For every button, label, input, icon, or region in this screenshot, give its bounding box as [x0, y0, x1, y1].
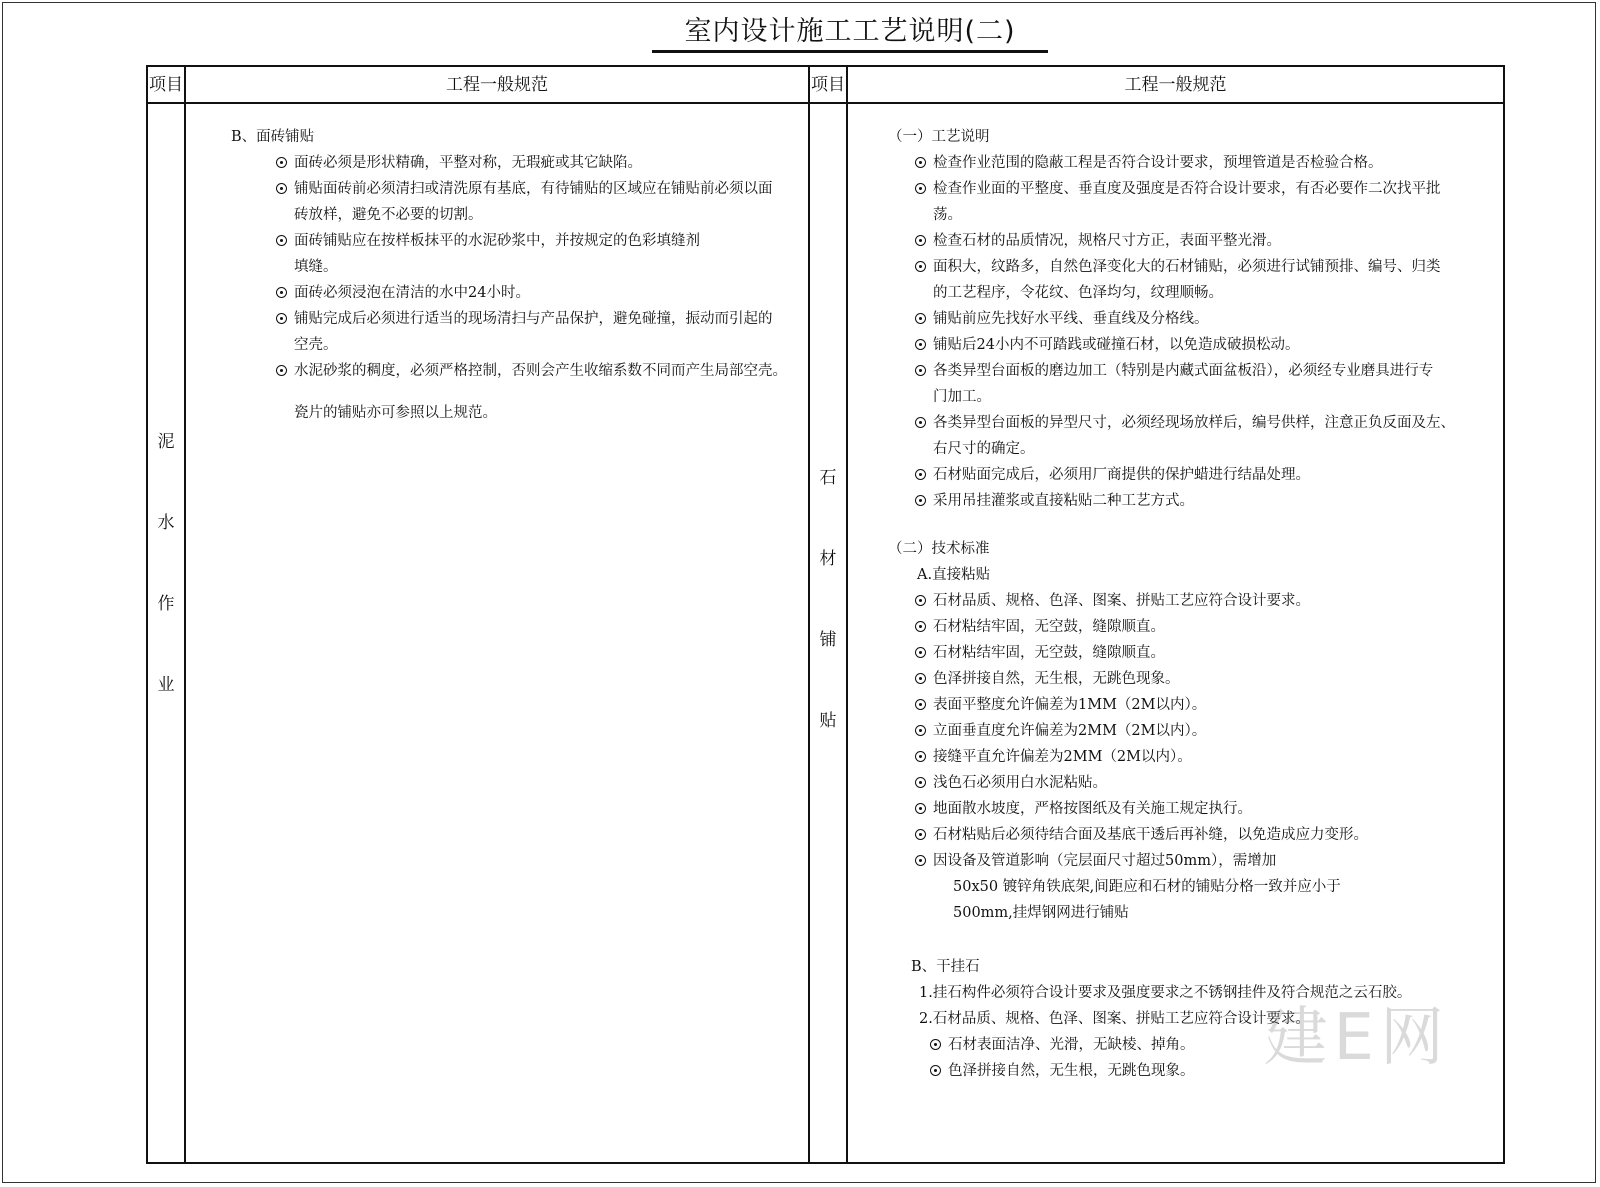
list-item: 表面平整度允许偏差为1MM（2M以内）。 — [888, 692, 1498, 718]
list-item: 采用吊挂灌浆或直接粘贴二种工艺方式。 — [888, 488, 1498, 514]
header-item-left: 项目 — [149, 75, 183, 95]
list-item-continuation: 荡。 — [933, 207, 962, 223]
header-item-right: 项目 — [811, 75, 845, 95]
bullet-icon — [915, 469, 926, 480]
category-char: 作 — [157, 594, 175, 614]
header-spec-left: 工程一般规范 — [446, 75, 548, 95]
bullet-icon — [915, 417, 926, 428]
right-content — [888, 124, 1498, 1084]
bullet-icon — [915, 829, 926, 840]
bullet-icon — [915, 595, 926, 606]
left-item-list — [231, 150, 791, 384]
category-char: 水 — [157, 513, 175, 533]
bullet-icon — [276, 183, 287, 194]
divider-left-item — [184, 67, 186, 1162]
list-item: 地面散水坡度，严格按图纸及有关施工规定执行。 — [888, 796, 1498, 822]
list-item: 检查作业范围的隐蔽工程是否符合设计要求，预埋管道是否检验合格。 — [888, 150, 1498, 176]
category-char: 泥 — [157, 432, 175, 452]
section1-item-list — [888, 150, 1498, 514]
sub-b-title: B、干挂石 — [911, 959, 980, 975]
list-item: 检查作业面的平整度、垂直度及强度是否符合设计要求，有否必要作二次找平批 — [888, 176, 1498, 202]
list-item-continuation: 砖放样，避免不必要的切割。 — [294, 207, 483, 223]
watermark-logo: 建E网 — [1263, 1001, 1450, 1075]
bullet-icon — [276, 157, 287, 168]
bullet-icon — [915, 157, 926, 168]
list-item: 因设备及管道影响（完层面尺寸超过50mm），需增加 — [888, 848, 1498, 874]
category-char: 业 — [157, 675, 175, 695]
sub-b-line-2: 2.石材品质、规格、色泽、图案、拼贴工艺应符合设计要求。 — [919, 1011, 1310, 1027]
list-item: 水泥砂浆的稠度，必须严格控制，否则会产生收缩系数不同而产生局部空壳。 — [231, 358, 791, 384]
section1-title: （一）工艺说明 — [888, 129, 990, 145]
category-label-right — [810, 463, 846, 787]
page-title: 室内设计施工工艺说明(二) — [684, 16, 1016, 47]
bullet-icon — [930, 1065, 941, 1076]
list-item-continuation: 500mm,挂焊钢网进行铺贴 — [953, 905, 1129, 921]
bullet-icon — [915, 673, 926, 684]
sub-b-line-1: 1.挂石构件必须符合设计要求及强度要求之不锈钢挂件及符合规范之云石胶。 — [919, 985, 1412, 1001]
bullet-icon — [276, 313, 287, 324]
bullet-icon — [915, 803, 926, 814]
category-char: 石 — [819, 468, 837, 488]
bullet-icon — [915, 647, 926, 658]
list-item: 石材贴面完成后，必须用厂商提供的保护蜡进行结晶处理。 — [888, 462, 1498, 488]
section2-title: （二）技术标准 — [888, 541, 990, 557]
list-item: 各类异型台面板的异型尺寸，必须经现场放样后，编号供样，注意正负反面及左、 — [888, 410, 1498, 436]
list-item: 接缝平直允许偏差为2MM（2M以内）。 — [888, 744, 1498, 770]
bullet-icon — [915, 725, 926, 736]
bullet-icon — [915, 183, 926, 194]
bullet-icon — [915, 339, 926, 350]
list-item-continuation: 空壳。 — [294, 337, 338, 353]
bullet-icon — [276, 235, 287, 246]
list-item: 铺贴前应先找好水平线、垂直线及分格线。 — [888, 306, 1498, 332]
list-item: 铺贴后24小内不可踏践或碰撞石材，以免造成破损松动。 — [888, 332, 1498, 358]
bullet-icon — [915, 699, 926, 710]
list-item: 面砖必须浸泡在清洁的水中24小时。 — [231, 280, 791, 306]
list-item: 面砖铺贴应在按样板抹平的水泥砂浆中，并按规定的色彩填缝剂 — [231, 228, 791, 254]
left-content — [231, 124, 791, 426]
list-item-continuation: 填缝。 — [294, 259, 338, 275]
category-label-left — [148, 427, 184, 751]
list-item-continuation: 50x50 镀锌角铁底架,间距应和石材的铺贴分格一致并应小于 — [953, 879, 1341, 895]
list-item: 面砖必须是形状精确，平整对称，无瑕疵或其它缺陷。 — [231, 150, 791, 176]
list-item: 检查石材的品质情况，规格尺寸方正，表面平整光滑。 — [888, 228, 1498, 254]
list-item: 石材粘结牢固，无空鼓，缝隙顺直。 — [888, 640, 1498, 666]
sub-a-title: A.直接粘贴 — [917, 567, 991, 583]
list-item-continuation: 右尺寸的确定。 — [933, 441, 1035, 457]
sub-a-item-list — [888, 588, 1498, 926]
list-item: 铺贴面砖前必须清扫或清洗原有基底，有待铺贴的区域应在铺贴前必须以面 — [231, 176, 791, 202]
bullet-icon — [276, 287, 287, 298]
list-item: 石材表面洁净、光滑，无缺棱、掉角。 — [888, 1032, 1498, 1058]
bullet-icon — [915, 777, 926, 788]
list-item: 石材粘贴后必须待结合面及基底干透后再补缝，以免造成应力变形。 — [888, 822, 1498, 848]
bullet-icon — [915, 313, 926, 324]
bullet-icon — [930, 1039, 941, 1050]
list-item: 铺贴完成后必须进行适当的现场清扫与产品保护，避免碰撞，振动而引起的 — [231, 306, 791, 332]
bullet-icon — [276, 365, 287, 376]
bullet-icon — [915, 261, 926, 272]
title-underline — [652, 50, 1048, 53]
bullet-icon — [915, 495, 926, 506]
list-item: 立面垂直度允许偏差为2MM（2M以内）。 — [888, 718, 1498, 744]
bullet-icon — [915, 855, 926, 866]
list-item: 色泽拼接自然，无生根，无跳色现象。 — [888, 666, 1498, 692]
list-item-continuation: 的工艺程序，令花纹、色泽均匀，纹理顺畅。 — [933, 285, 1223, 301]
list-item-continuation: 门加工。 — [933, 389, 991, 405]
divider-right-item — [846, 67, 848, 1162]
category-char: 材 — [819, 549, 837, 569]
bullet-icon — [915, 751, 926, 762]
list-item: 各类异型台面板的磨边加工（特别是内藏式面盆板沿），必须经专业磨具进行专 — [888, 358, 1498, 384]
bullet-icon — [915, 235, 926, 246]
bullet-icon — [915, 365, 926, 376]
list-item: 面积大，纹路多，自然色泽变化大的石材铺贴，必须进行试铺预排、编号、归类 — [888, 254, 1498, 280]
list-item: 色泽拼接自然，无生根，无跳色现象。 — [888, 1058, 1498, 1084]
left-heading: B、面砖铺贴 — [231, 129, 315, 145]
list-item: 浅色石必须用白水泥粘贴。 — [888, 770, 1498, 796]
header-spec-right: 工程一般规范 — [1124, 75, 1227, 95]
bullet-icon — [915, 621, 926, 632]
list-item: 石材粘结牢固，无空鼓，缝隙顺直。 — [888, 614, 1498, 640]
category-char: 铺 — [819, 630, 837, 650]
left-note: 瓷片的铺贴亦可参照以上规范。 — [294, 405, 497, 421]
list-item: 石材品质、规格、色泽、图案、拼贴工艺应符合设计要求。 — [888, 588, 1498, 614]
category-char: 贴 — [819, 711, 837, 731]
